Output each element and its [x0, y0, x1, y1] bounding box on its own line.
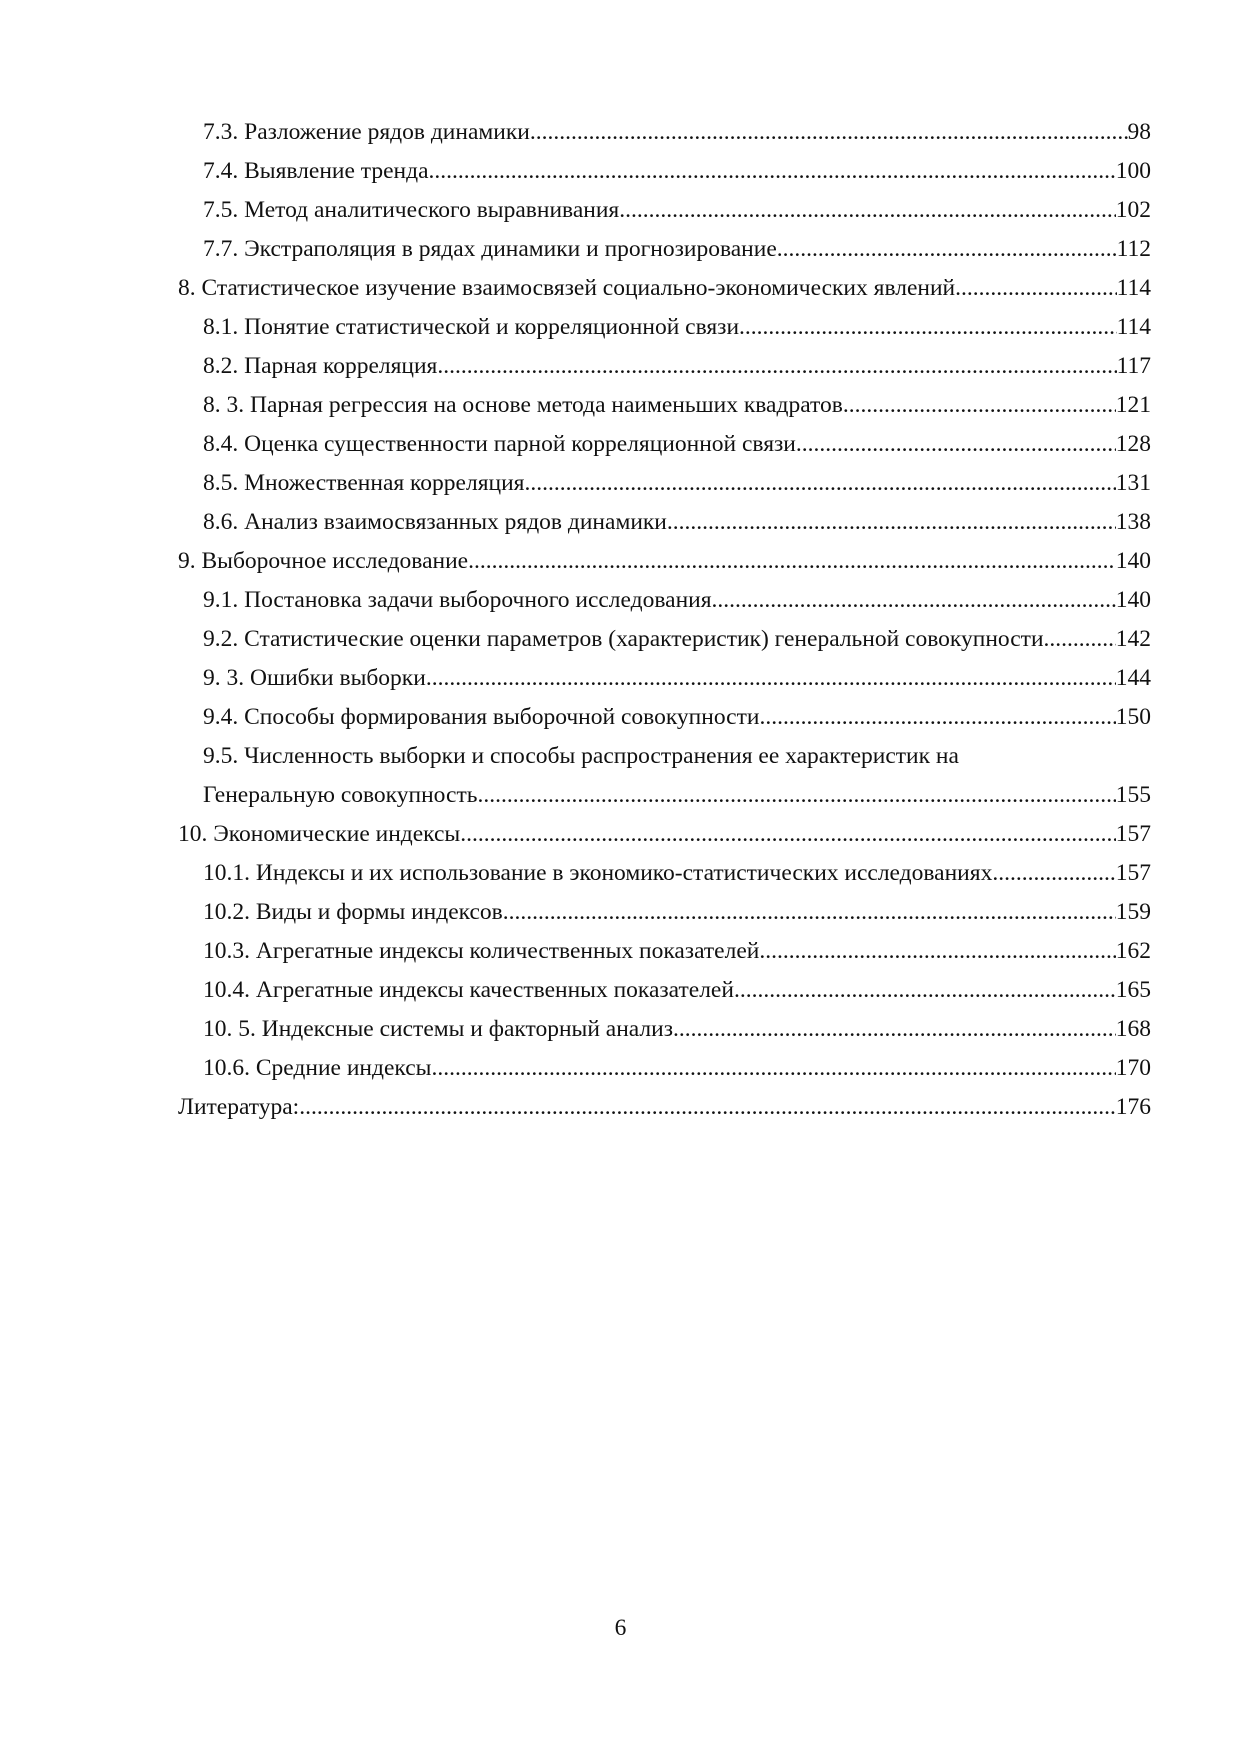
toc-entry-title: 8. 3. Парная регрессия на основе метода наименьших квадратов: [203, 392, 843, 418]
toc-entry-title-line1: 9.5. Численность выборки и способы распространения ее характеристик на: [203, 743, 959, 769]
dot-leader: [426, 659, 1116, 698]
dot-leader: [992, 854, 1115, 893]
toc-entry-title: 8.4. Оценка существенности парной корреляционной связи: [203, 431, 796, 457]
toc-entry[interactable]: [178, 425, 1151, 464]
toc-entry[interactable]: [178, 464, 1151, 503]
toc-entry[interactable]: [178, 191, 1151, 230]
dot-leader: [468, 542, 1116, 581]
toc-entry[interactable]: [178, 854, 1151, 893]
toc-entry-title: Литература:: [178, 1094, 300, 1120]
toc-entry-title: 9. 3. Ошибки выборки: [203, 665, 426, 691]
toc-entry-title: 8.2. Парная корреляция: [203, 353, 438, 379]
toc-entry[interactable]: [178, 152, 1151, 191]
toc-entry[interactable]: [178, 581, 1151, 620]
toc-entry-page: 159: [1115, 899, 1151, 925]
toc-entry-page: 165: [1115, 977, 1151, 1003]
toc-entry-page: 150: [1115, 704, 1151, 730]
toc-entry-page: 117: [1116, 353, 1151, 379]
toc-entry-title: 7.5. Метод аналитического выравнивания: [203, 197, 620, 223]
toc-entry[interactable]: [178, 815, 1151, 854]
toc-entry[interactable]: [178, 698, 1151, 737]
table-of-contents: [178, 113, 1151, 1127]
dot-leader: [429, 152, 1116, 191]
toc-entry[interactable]: [178, 386, 1151, 425]
dot-leader: [460, 815, 1116, 854]
toc-entry-page: 112: [1116, 236, 1151, 262]
dot-leader: [530, 113, 1128, 152]
toc-entry[interactable]: [178, 1088, 1151, 1127]
dot-leader: [712, 581, 1116, 620]
page-number: 6: [614, 1615, 627, 1641]
dot-leader: [843, 386, 1116, 425]
dot-leader: [1044, 620, 1116, 659]
toc-entry-title: 9.4. Способы формирования выборочной совокупности: [203, 704, 760, 730]
toc-entry-title: 10.1. Индексы и их использование в экономико-статистических исследованиях: [203, 860, 993, 886]
toc-entry-title: 7.4. Выявление тренда: [203, 158, 429, 184]
toc-entry[interactable]: [178, 893, 1151, 932]
toc-entry-page: 168: [1115, 1016, 1151, 1042]
toc-entry-title: 9.2. Статистические оценки параметров (характеристик) генеральной совокупности: [203, 626, 1044, 652]
toc-entry-title: 10.2. Виды и формы индексов: [203, 899, 503, 925]
dot-leader: [739, 308, 1117, 347]
toc-entry-title: 8.1. Понятие статистической и корреляционной связи: [203, 314, 740, 340]
toc-entry-page: 176: [1115, 1094, 1151, 1120]
toc-entry-title: 7.7. Экстраполяция в рядах динамики и прогнозирование: [203, 236, 777, 262]
dot-leader: [673, 1010, 1116, 1049]
toc-entry-title: 7.3. Разложение рядов динамики: [203, 119, 530, 145]
toc-entry-continuation: [203, 776, 1151, 815]
toc-entry-page: 157: [1115, 860, 1151, 886]
toc-entry-page: 100: [1115, 158, 1151, 184]
toc-entry-page: 121: [1115, 392, 1151, 418]
dot-leader: [759, 932, 1115, 971]
toc-entry-page: 138: [1115, 509, 1151, 535]
toc-entry[interactable]: [178, 230, 1151, 269]
toc-entry[interactable]: [178, 269, 1151, 308]
toc-entry-page: 144: [1115, 665, 1151, 691]
toc-entry-title: 10.3. Агрегатные индексы количественных показателей: [203, 938, 760, 964]
toc-entry[interactable]: [178, 308, 1151, 347]
toc-entry[interactable]: [178, 932, 1151, 971]
toc-entry-page: 157: [1115, 821, 1151, 847]
toc-entry[interactable]: [178, 620, 1151, 659]
toc-entry-title: 9. Выборочное исследование: [178, 548, 469, 574]
toc-entry-title: 10.4. Агрегатные индексы качественных показателей: [203, 977, 734, 1003]
toc-entry-page: 98: [1127, 119, 1151, 145]
toc-entry-page: 114: [1116, 275, 1151, 301]
toc-entry-title: 8. Статистическое изучение взаимосвязей социально-экономических явлений: [178, 275, 956, 301]
toc-entry[interactable]: [178, 503, 1151, 542]
dot-leader: [759, 698, 1115, 737]
toc-entry-title: 10. Экономические индексы: [178, 821, 461, 847]
dot-leader: [437, 347, 1116, 386]
toc-entry-page: 140: [1115, 548, 1151, 574]
toc-entry[interactable]: [178, 113, 1151, 152]
toc-entry-page: 140: [1115, 587, 1151, 613]
toc-entry-page: 155: [1115, 782, 1151, 808]
toc-entry-title: 9.1. Постановка задачи выборочного исследования: [203, 587, 712, 613]
toc-entry-title: 8.5. Множественная корреляция: [203, 470, 525, 496]
toc-entry[interactable]: [178, 347, 1151, 386]
toc-entry[interactable]: [178, 1049, 1151, 1088]
dot-leader: [796, 425, 1116, 464]
dot-leader: [524, 464, 1115, 503]
toc-entry[interactable]: [178, 659, 1151, 698]
dot-leader: [734, 971, 1116, 1010]
toc-entry-page: 128: [1115, 431, 1151, 457]
toc-entry-page: 102: [1115, 197, 1151, 223]
toc-entry-title: 8.6. Анализ взаимосвязанных рядов динамики: [203, 509, 667, 535]
toc-entry[interactable]: [178, 542, 1151, 581]
toc-entry-page: 114: [1116, 314, 1151, 340]
dot-leader: [955, 269, 1116, 308]
toc-entry-page: 142: [1115, 626, 1151, 652]
toc-entry-page: 170: [1115, 1055, 1151, 1081]
toc-entry-page: 131: [1115, 470, 1151, 496]
dot-leader: [431, 1049, 1115, 1088]
toc-entry-title: 10.6. Средние индексы: [203, 1055, 432, 1081]
dot-leader: [667, 503, 1116, 542]
dot-leader: [299, 1088, 1116, 1127]
dot-leader: [619, 191, 1116, 230]
dot-leader: [477, 776, 1115, 815]
toc-entry-page: 162: [1115, 938, 1151, 964]
toc-entry[interactable]: [178, 971, 1151, 1010]
dot-leader: [777, 230, 1117, 269]
toc-entry-multiline[interactable]: [178, 737, 1151, 815]
toc-entry-title: 10. 5. Индексные системы и факторный анализ: [203, 1016, 674, 1042]
toc-entry-title: Генеральную совокупность: [203, 782, 478, 808]
dot-leader: [503, 893, 1116, 932]
toc-entry[interactable]: [178, 1010, 1151, 1049]
